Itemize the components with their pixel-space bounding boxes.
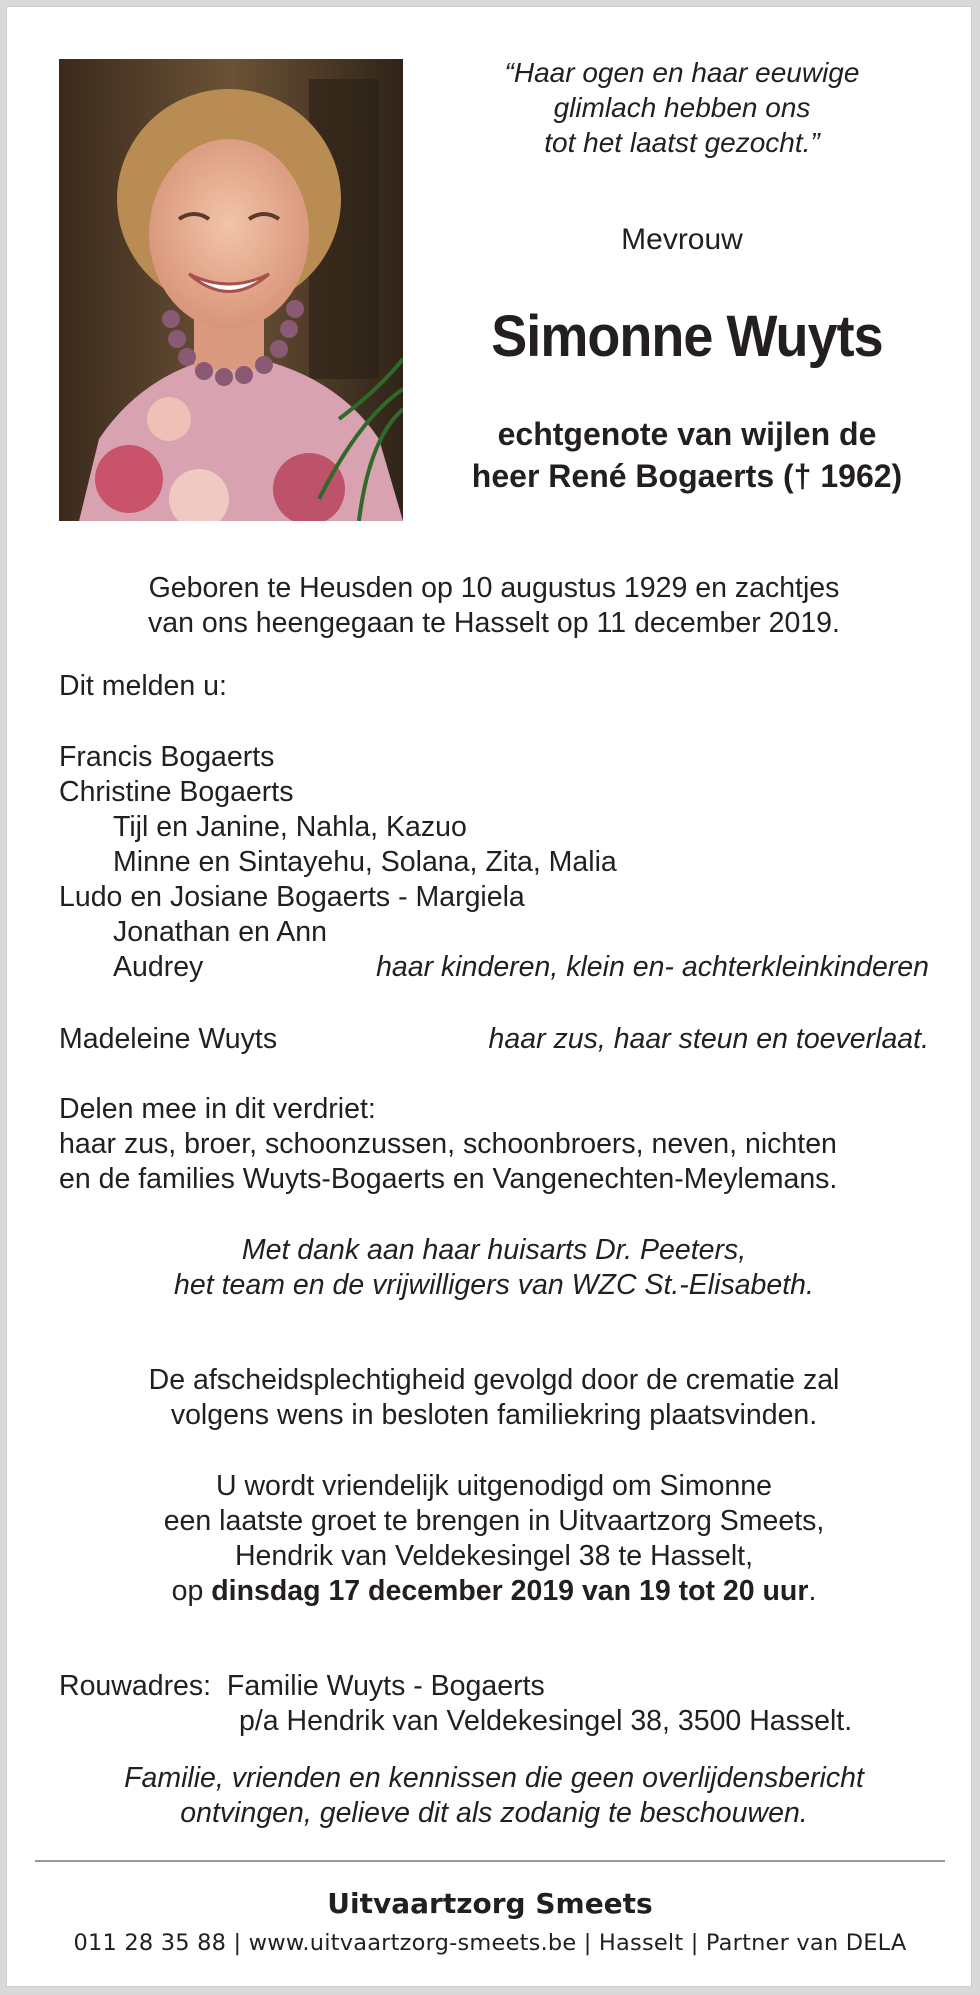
quote [427,55,937,160]
family-member: Jonathan en Ann [113,916,327,948]
thanks-line: het team en de vrijwilligers van WZC St.-Elisabeth. [174,1269,814,1301]
birth-death-text [59,571,929,641]
spouse-note [417,413,957,497]
address-block [59,1669,929,1739]
sister-role: haar zus, haar steun en toeverlaat. [488,1023,929,1055]
notice-line: Familie, vrienden en kennissen die geen overlijdensbericht [124,1762,864,1794]
notice-line: ontvingen, gelieve dit als zodanig te beschouwen. [180,1797,808,1829]
grief-text [59,1092,929,1197]
visit-line: U wordt vriendelijk uitgenodigd om Simonne [215,1470,773,1502]
address-name: Familie Wuyts - Bogaerts [226,1670,545,1702]
deceased-name: Simonne Wuyts [491,304,883,369]
grief-line: haar zus, broer, schoonzussen, schoonbroers, neven, nichten [59,1128,837,1160]
footer-divider [35,1860,945,1862]
spouse-line: echtgenote van wijlen de [497,416,877,452]
ceremony-text [59,1363,929,1433]
announce-text: Dit melden u: [59,670,227,702]
thanks-line: Met dank aan haar huisarts Dr. Peeters, [241,1234,747,1266]
spouse-line: heer René Bogaerts († 1962) [471,458,903,494]
notice-text [59,1761,929,1831]
family-member: Francis Bogaerts [59,741,275,773]
quote-line: tot het laatst gezocht.” [544,127,820,158]
family-member: Minne en Sintayehu, Solana, Zita, Malia [113,846,617,878]
ceremony-line: volgens wens in besloten familiekring plaatsvinden. [170,1399,818,1431]
thanks-text [59,1233,929,1303]
funeral-home-name: Uitvaartzorg Smeets [327,1887,653,1920]
visit-suffix: . [808,1575,817,1607]
visit-date: dinsdag 17 december 2019 van 19 tot 20 uur [211,1575,809,1607]
quote-line: “Haar ogen en haar eeuwige [504,57,860,88]
honorific: Mevrouw [621,223,743,256]
family-member: Audrey [113,951,204,983]
visit-prefix: op [171,1575,212,1607]
visit-text [59,1469,929,1609]
family-role: haar kinderen, klein en- achterkleinkinderen [376,951,929,983]
sister-line [59,1022,929,1057]
address-line1 [59,1669,929,1704]
quote-line: glimlach hebben ons [553,92,811,123]
family-member-row [59,950,929,985]
sister-name: Madeleine Wuyts [59,1023,278,1055]
family-member: Christine Bogaerts [59,776,294,808]
visit-date-line [59,1574,929,1609]
visit-line: Hendrik van Veldekesingel 38 te Hasselt, [234,1540,754,1572]
portrait-photo [59,59,403,521]
ceremony-line: De afscheidsplechtigheid gevolgd door de crematie zal [148,1364,840,1396]
funeral-home-info: 011 28 35 88 | www.uitvaartzorg-smeets.be | Hasselt | Partner van DELA [73,1930,907,1956]
birth-line: van ons heengegaan te Hasselt op 11 december 2019. [148,607,840,639]
obituary-card [6,6,972,1987]
family-member: Ludo en Josiane Bogaerts - Margiela [59,881,525,913]
grief-line: en de families Wuyts-Bogaerts en Vangenechten-Meylemans. [59,1163,838,1195]
family-list [59,740,929,985]
birth-line: Geboren te Heusden op 10 augustus 1929 en zachtjes [148,572,840,604]
family-member: Tijl en Janine, Nahla, Kazuo [113,811,467,843]
visit-line: een laatste groet te brengen in Uitvaartzorg Smeets, [163,1505,825,1537]
grief-line: Delen mee in dit verdriet: [59,1093,376,1125]
address-label: Rouwadres: [59,1670,212,1702]
sister-row [59,1022,929,1057]
address-line2: p/a Hendrik van Veldekesingel 38, 3500 Hasselt. [239,1705,853,1737]
